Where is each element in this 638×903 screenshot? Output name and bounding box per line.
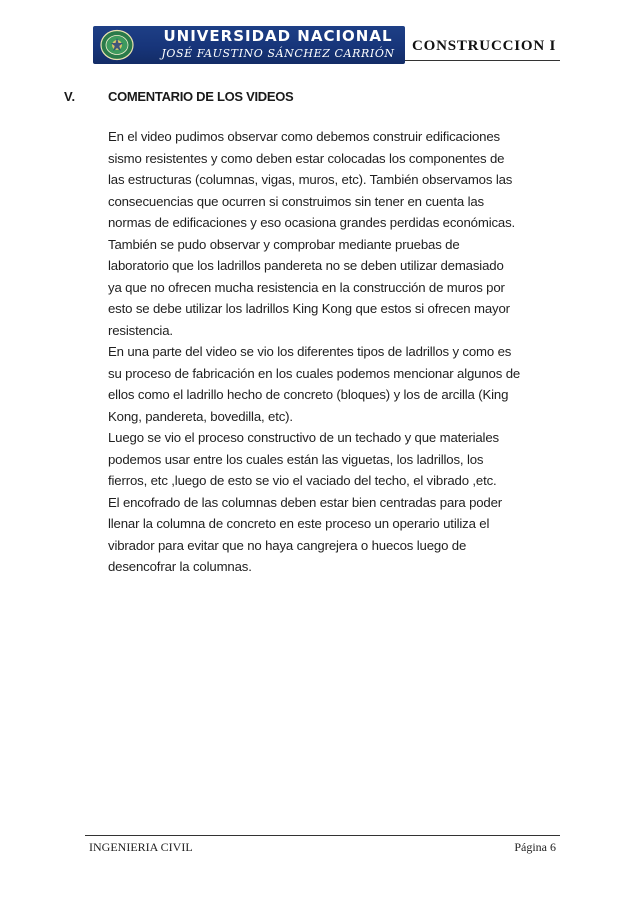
body-line: También se pudo observar y comprobar mediante pruebas de [108,236,460,252]
body-line: ellos como el ladrillo hecho de concreto (bloques) y los de arcilla (King [108,387,509,402]
body-line: vibrador para evitar que no haya cangrejera o huecos luego de [108,537,467,553]
university-banner [93,26,405,64]
body-line: En el video pudimos observar como debemos construir edificaciones [108,129,500,144]
body-line: Luego se vio el proceso constructivo de un techado y que materiales [108,430,499,445]
footer-department: INGENIERIA CIVIL [89,840,193,854]
body-line: desencofrar la columnas. [108,559,252,574]
body-line: Kong, pandereta, bovedilla, etc). [108,408,293,424]
body-line: resistencia. [108,322,173,338]
body-line: podemos usar entre los cuales están las viguetas, los ladrillos, los [108,451,484,467]
section-title: COMENTARIO DE LOS VIDEOS [108,89,294,104]
university-name: UNIVERSIDAD NACIONAL [163,27,393,45]
body-line: sismo resistentes y como deben estar colocadas los componentes de [108,150,505,166]
body-line: fierros, etc ,luego de esto se vio el vaciado del techo, el vibrado ,etc. [108,473,497,488]
body-line: En una parte del video se vio los diferentes tipos de ladrillos y como es [108,344,512,359]
university-subtitle: JOSÉ FAUSTINO SÁNCHEZ CARRIÓN [161,47,395,60]
body-line: normas de edificaciones y eso ocasiona grandes perdidas económicas. [108,215,516,230]
body-line: El encofrado de las columnas deben estar bien centradas para poder [108,494,503,510]
section-number: V. [64,89,76,104]
body-line: consecuencias que ocurren si construimos sin tener en cuenta las [108,193,484,209]
university-seal-icon [99,29,135,61]
body-line: esto se debe utilizar los ladrillos King Kong que estos si ofrecen mayor [108,301,510,316]
body-line: llenar la columna de concreto en este proceso un operario utiliza el [108,516,490,531]
course-title: CONSTRUCCION I [412,38,557,54]
footer-divider [85,835,560,836]
body-line: su proceso de fabricación en los cuales podemos mencionar algunos de [108,365,521,381]
body-line: las estructuras (columnas, vigas, muros, etc). También observamos las [108,172,513,187]
body-line: laboratorio que los ladrillos pandereta no se deben utilizar demasiado [108,258,504,273]
body-line: ya que no ofrecen mucha resistencia en la construcción de muros por [108,279,505,295]
section-body [108,126,558,578]
page-number: Página 6 [514,840,556,854]
header-divider [405,60,560,61]
